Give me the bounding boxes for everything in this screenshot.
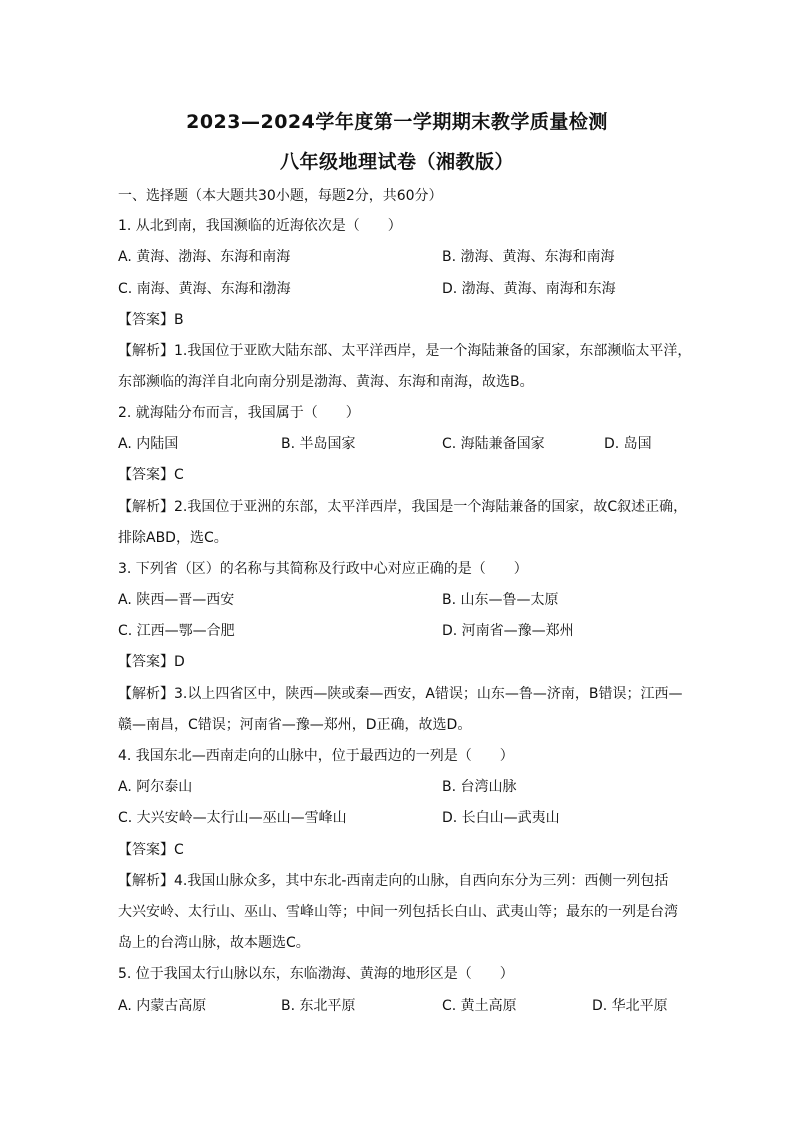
question-5-option-a: A. 内蒙古高原	[118, 998, 207, 1014]
question-1-stem: 1. 从北到南，我国濒临的近海依次是（ ）	[118, 218, 402, 234]
question-4-explanation-line-1: 【解析】4.我国山脉众多，其中东北-西南走向的山脉，自西向东分为三列：西侧一列包括	[118, 873, 669, 889]
question-4-stem: 4. 我国东北—西南走向的山脉中，位于最西边的一列是（ ）	[118, 748, 514, 764]
question-5-option-d: D. 华北平原	[592, 998, 668, 1014]
question-5-option-c: C. 黄土高原	[442, 998, 517, 1014]
question-1-option-c: C. 南海、黄海、东海和渤海	[118, 281, 291, 297]
question-3-option-b: B. 山东—鲁—太原	[442, 592, 559, 608]
question-5-stem: 5. 位于我国太行山脉以东，东临渤海、黄海的地形区是（ ）	[118, 966, 514, 982]
question-3-explanation-line-2: 赣—南昌，C错误；河南省—豫—郑州，D正确，故选D。	[118, 717, 472, 733]
question-2-option-c: C. 海陆兼备国家	[442, 436, 545, 452]
question-1-option-a: A. 黄海、渤海、东海和南海	[118, 249, 291, 265]
section-heading: 一、选择题（本大题共30小题，每题2分，共60分）	[118, 188, 443, 204]
question-4-answer: 【答案】C	[118, 842, 184, 858]
exam-subtitle: 八年级地理试卷（湘教版）	[279, 151, 514, 173]
question-2-option-b: B. 半岛国家	[281, 436, 356, 452]
question-2-option-d: D. 岛国	[604, 436, 652, 452]
exam-title: 2023—2024学年度第一学期期末教学质量检测	[186, 111, 608, 133]
question-3-option-d: D. 河南省—豫—郑州	[442, 623, 574, 639]
question-5-option-b: B. 东北平原	[281, 998, 356, 1014]
question-4-option-b: B. 台湾山脉	[442, 779, 517, 795]
question-1-option-b: B. 渤海、黄海、东海和南海	[442, 249, 615, 265]
question-1-explanation-line-1: 【解析】1.我国位于亚欧大陆东部、太平洋西岸，是一个海陆兼备的国家，东部濒临太平洋，	[118, 343, 692, 359]
question-3-explanation-line-1: 【解析】3.以上四省区中，陕西—陕或秦—西安，A错误；山东—鲁—济南，B错误；江西—	[118, 686, 683, 702]
question-4-option-c: C. 大兴安岭—太行山—巫山—雪峰山	[118, 810, 347, 826]
question-3-option-a: A. 陕西—晋—西安	[118, 592, 235, 608]
question-4-explanation-line-3: 岛上的台湾山脉，故本题选C。	[118, 935, 310, 951]
question-2-answer: 【答案】C	[118, 467, 184, 483]
question-1-explanation-line-2: 东部濒临的海洋自北向南分别是渤海、黄海、东海和南海，故选B。	[118, 374, 534, 390]
question-3-option-c: C. 江西—鄂—合肥	[118, 623, 235, 639]
question-1-answer: 【答案】B	[118, 312, 184, 328]
question-2-explanation-line-1: 【解析】2.我国位于亚洲的东部，太平洋西岸，我国是一个海陆兼备的国家，故C叙述正确，	[118, 499, 688, 515]
question-3-stem: 3. 下列省（区）的名称与其简称及行政中心对应正确的是（ ）	[118, 561, 528, 577]
question-2-explanation-line-2: 排除ABD，选C。	[118, 530, 228, 546]
question-2-option-a: A. 内陆国	[118, 436, 179, 452]
question-4-explanation-line-2: 大兴安岭、太行山、巫山、雪峰山等；中间一列包括长白山、武夷山等；最东的一列是台湾	[118, 904, 678, 920]
question-3-answer: 【答案】D	[118, 654, 185, 670]
question-2-stem: 2. 就海陆分布而言，我国属于（ ）	[118, 405, 360, 421]
question-1-option-d: D. 渤海、黄海、南海和东海	[442, 281, 616, 297]
question-4-option-d: D. 长白山—武夷山	[442, 810, 560, 826]
question-4-option-a: A. 阿尔泰山	[118, 779, 193, 795]
